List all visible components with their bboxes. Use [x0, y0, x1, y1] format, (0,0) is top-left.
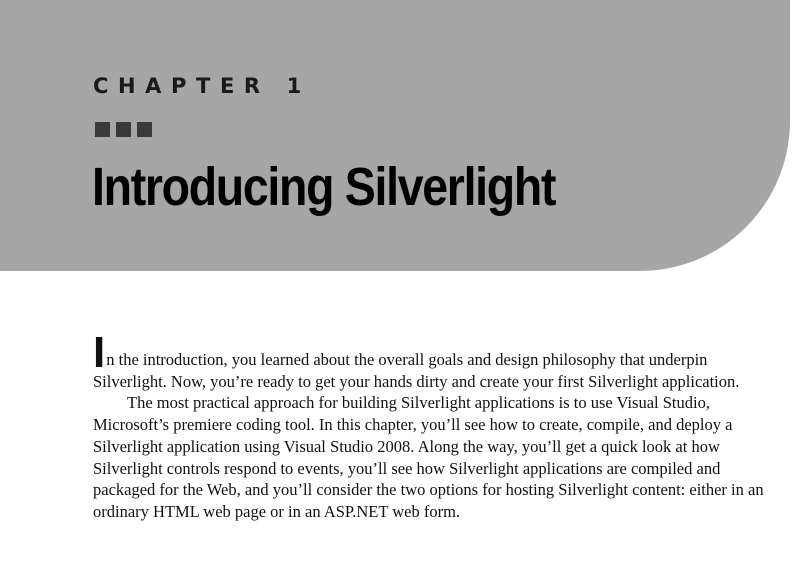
drop-cap: I — [93, 328, 107, 377]
square-icon — [95, 122, 110, 137]
square-icon — [116, 122, 131, 137]
chapter-title: Introducing Silverlight — [92, 157, 556, 217]
decorative-squares — [95, 122, 152, 137]
square-icon — [137, 122, 152, 137]
paragraph-intro-text: n the introduction, you learned about the overall goals and design philosophy that underpin Silverlight. Now, you’re ready to get your hands dirty and create your first Silverlight application. — [93, 350, 740, 391]
chapter-label: CHAPTER 1 — [93, 74, 311, 98]
paragraph-approach: The most practical approach for building Silverlight applications is to use Visual Studio, Microsoft’s premiere coding tool. In this chapter, you’ll see how to create, compile, and deploy a Silverlight application using Visual Studio 2008. Along the way, you’ll get a quick look at how Silverlight controls respond to events, you’ll see how Silverlight applications are compiled and packaged for the Web, and you’ll consider the two options for hosting Silverlight content: either in an ordinary HTML web page or in an ASP.NET web form. — [93, 393, 764, 521]
body-text — [93, 328, 785, 523]
paragraph-intro — [93, 328, 785, 392]
